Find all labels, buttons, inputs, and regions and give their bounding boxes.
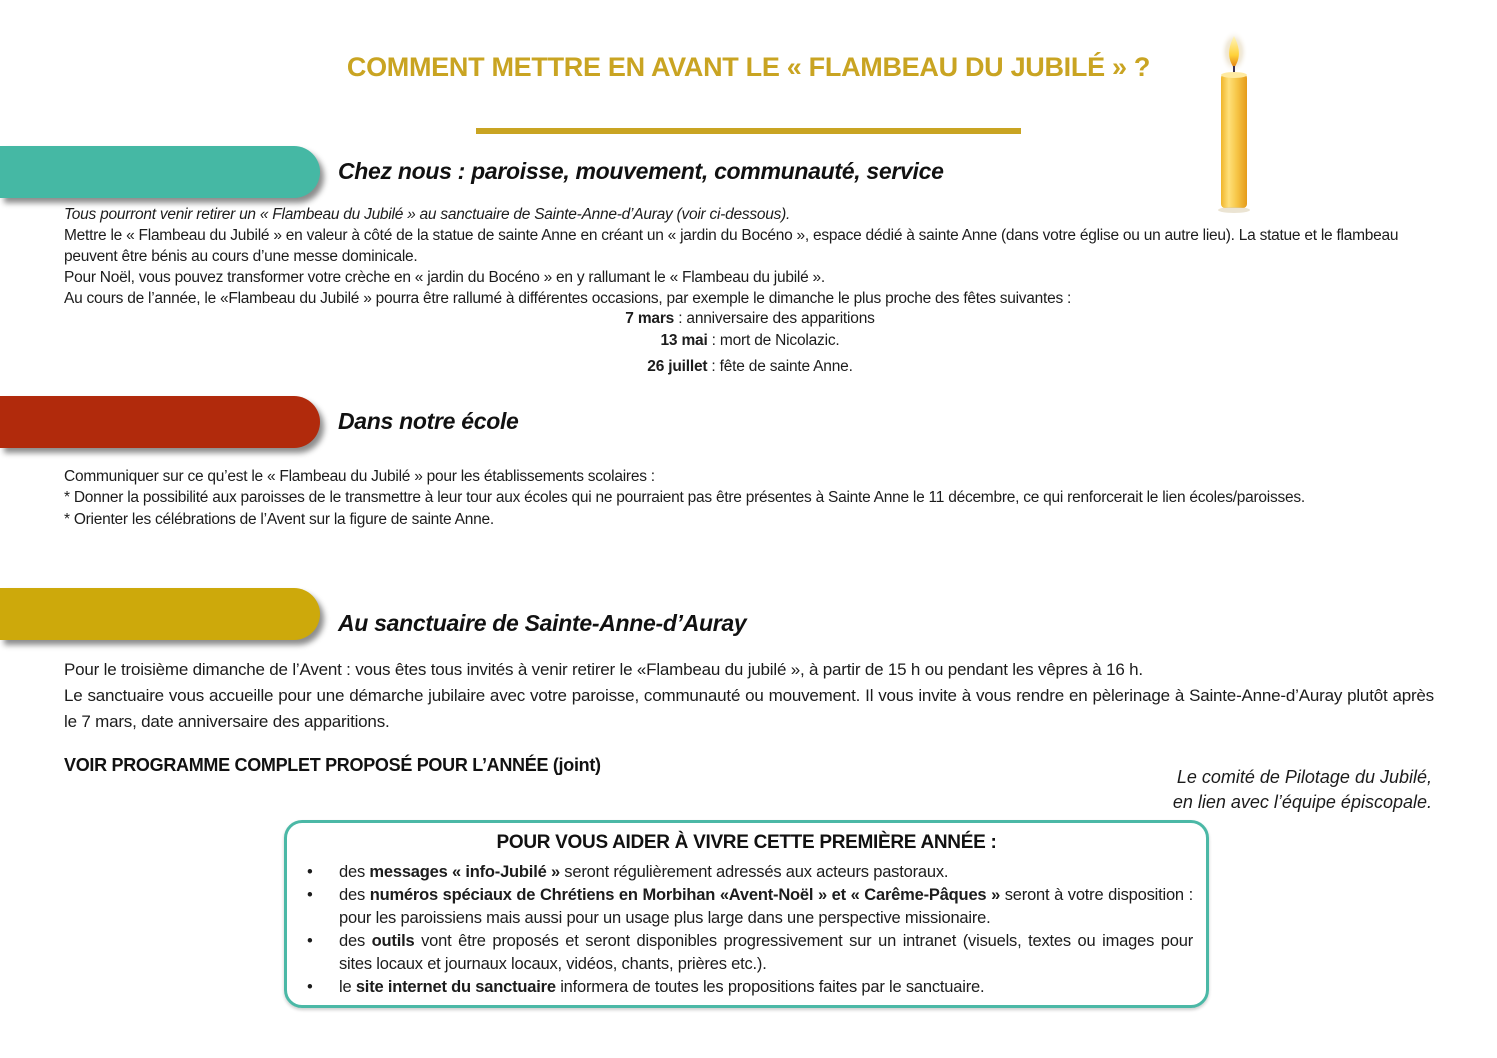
section2-line: * Donner la possibilité aux paroisses de le transmettre à leur tour aux écoles qui ne pourraient pas être présentes à Sainte Anne le 11 décembre, ce qui renforcerait le lien écoles/paroisses. <box>64 489 1305 506</box>
section3-paragraph-2: Le sanctuaire vous accueille pour une démarche jubilaire avec votre paroisse, communauté ou mouvement. Il vous invite à vous rendre en pèlerinage à Sainte-Anne-d’Auray plutôt après le 7 mars, date anniversaire des apparitions. <box>64 686 1434 731</box>
section1-paragraph-3: Au cours de l’année, le «Flambeau du Jubilé » pourra être rallumé à différentes occasions, par exemple le dimanche le plus proche des fêtes suivantes : <box>64 290 1072 307</box>
help-box <box>284 820 1209 1008</box>
section-marker-red <box>0 396 320 448</box>
program-link[interactable]: VOIR PROGRAMME COMPLET PROPOSÉ POUR L’ANNÉE (joint) <box>64 755 601 775</box>
item-text: le <box>339 978 356 996</box>
item-text: seront à votre disposition : pour les paroissiens mais aussi pour un usage plus large dans une perspective missionaire. <box>339 886 1193 927</box>
item-text: des <box>339 863 370 881</box>
bullet-icon: • <box>307 978 313 996</box>
item-text: informera de toutes les propositions faites par le sanctuaire. <box>555 978 985 996</box>
signature <box>1173 765 1432 815</box>
page-title: COMMENT METTRE EN AVANT LE « FLAMBEAU DU JUBILÉ » ? <box>346 52 1151 82</box>
date-description: : fête de sainte Anne. <box>707 358 853 375</box>
item-text: des <box>339 932 372 950</box>
item-emphasis: site internet du sanctuaire <box>355 978 556 996</box>
section-heading-home: Chez nous : paroisse, mouvement, communauté, service <box>338 158 944 184</box>
section1-paragraph-1: Mettre le « Flambeau du Jubilé » en valeur à côté de la statue de sainte Anne en créant un « jardin du Bocéno », espace dédié à sainte Anne (dans votre église ou un autre lieu). La statue et le flambeau peuvent être bénis au cours d’une messe dominicale. <box>64 227 1399 265</box>
bullet-icon: • <box>307 886 313 904</box>
section3-paragraph-1: Pour le troisième dimanche de l’Avent : vous êtes tous invités à venir retirer le «Flambeau du jubilé », à partir de 15 h ou pendant les vêpres à 16 h. <box>64 660 1143 679</box>
section1-paragraph-2: Pour Noël, vous pouvez transformer votre crèche en « jardin du Bocéno » en y rallumant le « Flambeau du jubilé ». <box>64 269 825 286</box>
list-item <box>307 976 1193 999</box>
section2-line: * Orienter les célébrations de l’Avent sur la figure de sainte Anne. <box>64 511 494 528</box>
item-emphasis: numéros spéciaux de Chrétiens en Morbihan «Avent-Noël » et « Carême-Pâques » <box>369 886 1001 904</box>
date-description: : mort de Nicolazic. <box>707 332 840 349</box>
date-description: : anniversaire des apparitions <box>674 310 875 327</box>
list-item <box>307 861 1193 884</box>
item-emphasis: messages « info-Jubilé » <box>369 863 560 881</box>
help-list <box>307 861 1193 999</box>
date-item <box>0 358 1497 376</box>
date-item <box>0 332 1497 350</box>
bullet-icon: • <box>307 932 313 950</box>
date-item <box>0 310 1497 328</box>
list-item <box>307 930 1193 976</box>
title-divider <box>476 128 1021 134</box>
item-text: seront régulièrement adressés aux acteurs pastoraux. <box>559 863 949 881</box>
candle-icon <box>1210 30 1260 216</box>
date-label: 7 mars <box>625 310 675 327</box>
date-label: 26 juillet <box>647 358 708 375</box>
section-heading-sanctuary: Au sanctuaire de Sainte-Anne-d’Auray <box>338 610 747 636</box>
section-marker-gold <box>0 588 320 640</box>
item-text: vont être proposés et seront disponibles progressivement sur un intranet (visuels, textes ou images pour sites locaux et journaux locaux, vidéos, chants, prières etc.). <box>339 932 1193 973</box>
signature-line-1: Le comité de Pilotage du Jubilé, <box>1176 767 1432 787</box>
signature-line-2: en lien avec l’équipe épiscopale. <box>1172 792 1432 812</box>
bullet-icon: • <box>307 863 313 881</box>
date-label: 13 mai <box>660 332 708 349</box>
section1-intro: Tous pourront venir retirer un « Flambeau du Jubilé » au sanctuaire de Sainte-Anne-d’Auray (voir ci-dessous). <box>64 206 791 223</box>
item-text: des <box>339 886 370 904</box>
section-marker-teal <box>0 146 320 198</box>
item-emphasis: outils <box>371 932 415 950</box>
section2-line: Communiquer sur ce qu’est le « Flambeau du Jubilé » pour les établissements scolaires : <box>64 468 655 485</box>
list-item <box>307 884 1193 930</box>
section-heading-school: Dans notre école <box>338 408 519 434</box>
help-box-title: POUR VOUS AIDER À VIVRE CETTE PREMIÈRE ANNÉE : <box>496 832 997 853</box>
